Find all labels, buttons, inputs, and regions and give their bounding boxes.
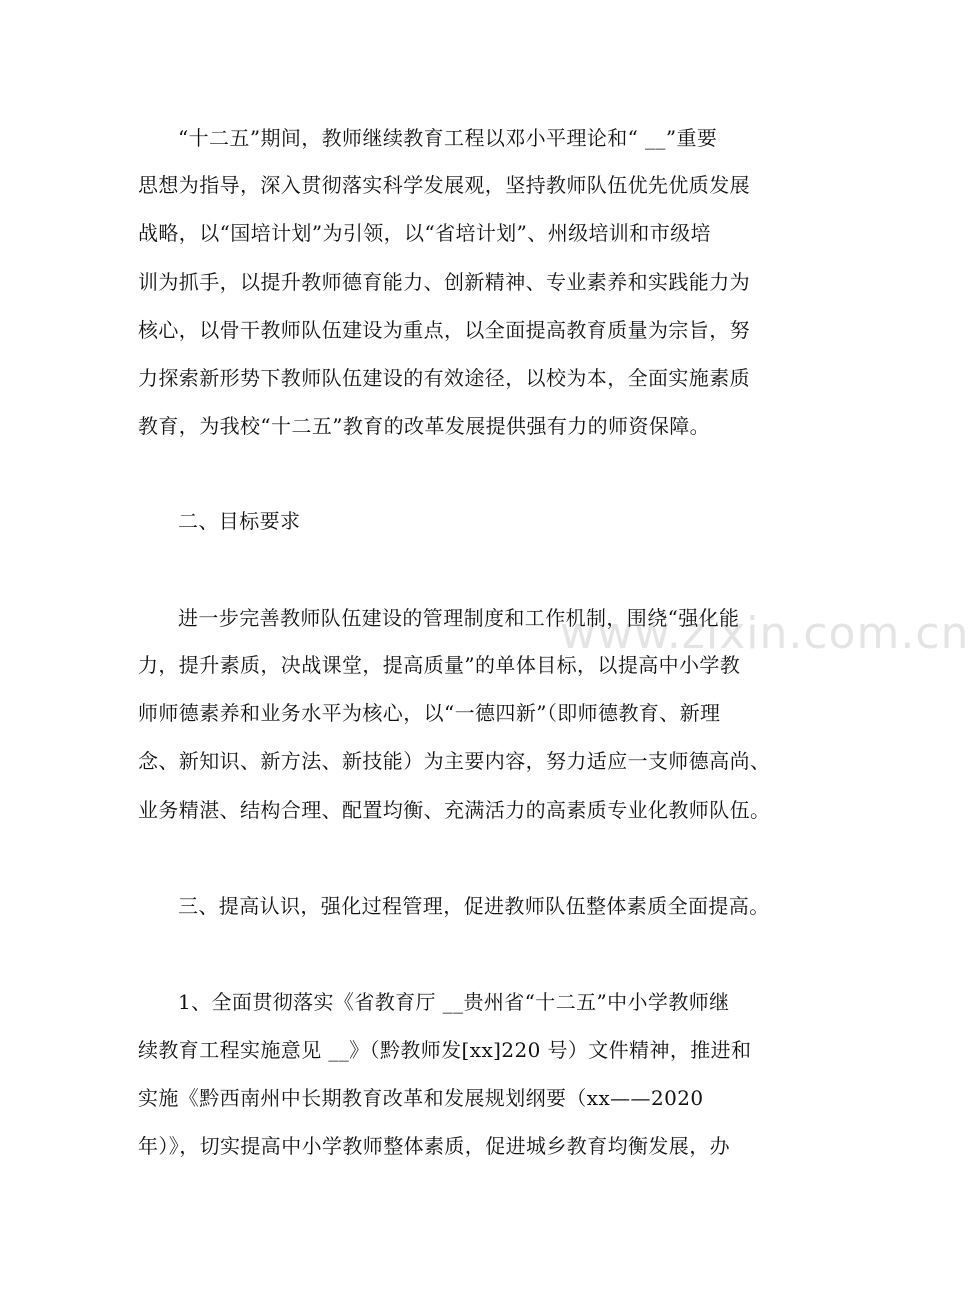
paragraph-1-line-5: 核心，以骨干教师队伍建设为重点，以全面提高教育质量为宗旨，努 (138, 318, 750, 342)
paragraph-1-line-7: 教育，为我校“十二五”教育的改革发展提供强有力的师资保障。 (138, 414, 711, 438)
paragraph-2-line-3: 师师德素养和业务水平为核心，以“一德四新”（即师德教育、新理 (138, 701, 721, 725)
paragraph-2-line-4: 念、新知识、新方法、新技能）为主要内容，努力适应一支师德高尚、 (138, 749, 771, 773)
section-heading-3: 三、提高认识，强化过程管理，促进教师队伍整体素质全面提高。 (178, 894, 770, 918)
paragraph-2-line-2: 力，提升素质，决战课堂，提高质量”的单体目标，以提高中小学教 (138, 653, 741, 677)
paragraph-1-line-4: 训为抓手，以提升教师德育能力、创新精神、专业素养和实践能力为 (138, 270, 750, 294)
paragraph-2-line-5: 业务精湛、结构合理、配置均衡、充满活力的高素质专业化教师队伍。 (138, 798, 771, 822)
watermark: www.zixin.com.cn (560, 608, 969, 659)
paragraph-3-line-1: 1、全面贯彻落实《省教育厅 __贵州省“十二五”中小学教师继 (178, 990, 730, 1014)
paragraph-3-line-3: 实施《黔西南州中长期教育改革和发展规划纲要（xx——2020 (138, 1086, 704, 1110)
paragraph-3-line-4: 年）》，切实提高中小学教师整体素质，促进城乡教育均衡发展，办 (138, 1134, 730, 1158)
paragraph-1-line-2: 思想为指导，深入贯彻落实科学发展观，坚持教师队伍优先优质发展 (138, 173, 750, 197)
paragraph-2-line-1: 进一步完善教师队伍建设的管理制度和工作机制，围绕“强化能 (178, 606, 740, 630)
paragraph-1-line-6: 力探索新形势下教师队伍建设的有效途径，以校为本，全面实施素质 (138, 366, 750, 390)
paragraph-1-line-1: “十二五”期间，教师继续教育工程以邓小平理论和“ __”重要 (178, 126, 718, 150)
paragraph-1-line-3: 战略，以“国培计划”为引领，以“省培计划”、州级培训和市级培 (138, 221, 711, 245)
section-heading-2: 二、目标要求 (178, 509, 301, 533)
paragraph-3-line-2: 续教育工程实施意见 __》（黔教师发[xx]220 号）文件精神，推进和 (138, 1038, 752, 1062)
